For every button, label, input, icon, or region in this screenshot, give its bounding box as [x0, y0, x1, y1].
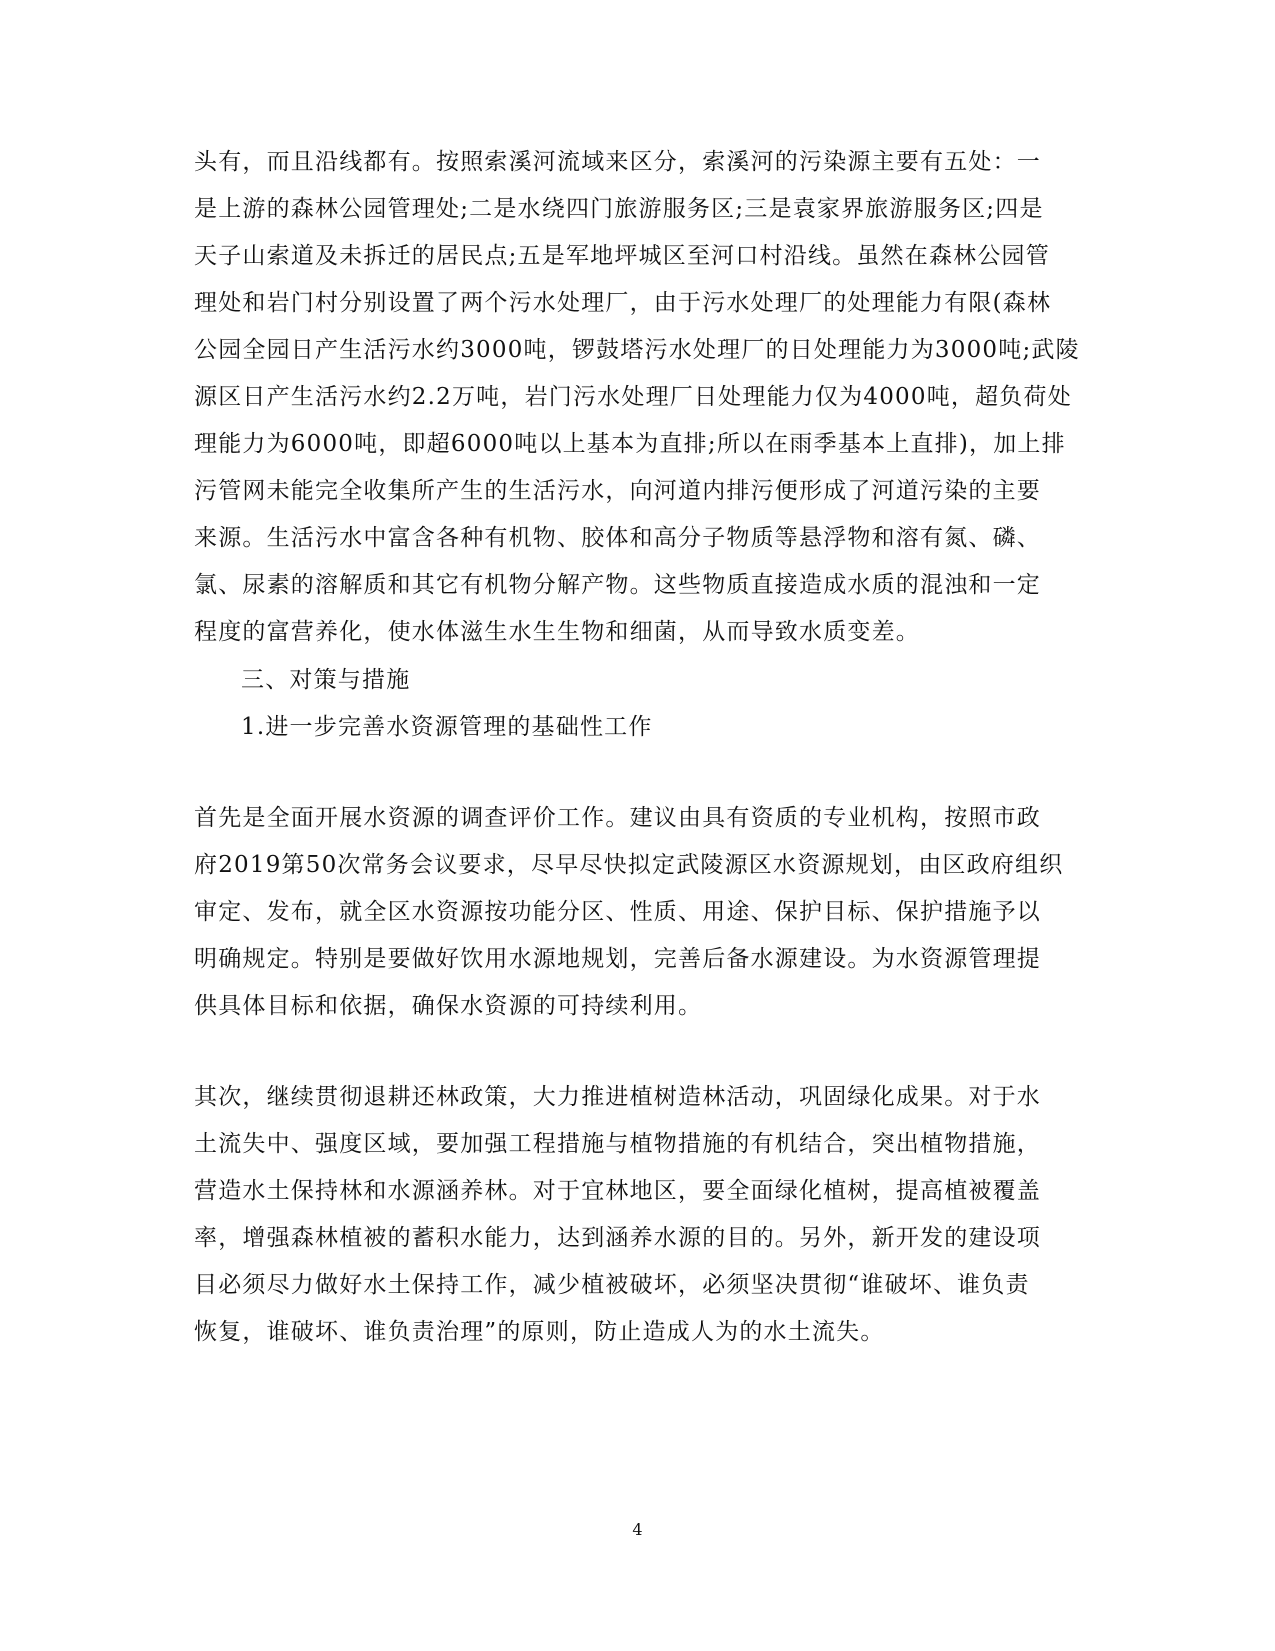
text-line: 污管网未能完全收集所产生的生活污水，向河道内排污便形成了河道污染的主要 [194, 478, 1041, 504]
text-line: 营造水土保持林和水源涵养林。对于宜林地区，要全面绿化植树，提高植被覆盖 [194, 1178, 1041, 1204]
text-line: 是上游的森林公园管理处;二是水绕四门旅游服务区;三是袁家界旅游服务区;四是 [194, 196, 1044, 222]
text-line: 头有，而且沿线都有。按照索溪河流域来区分，索溪河的污染源主要有五处：一 [194, 149, 1041, 175]
text-line: 其次，继续贯彻退耕还林政策，大力推进植树造林活动，巩固绿化成果。对于水 [194, 1084, 1041, 1110]
text-line: 目必须尽力做好水土保持工作，减少植被破坏，必须坚决贯彻“谁破坏、谁负责 [194, 1272, 1030, 1298]
text-line: 土流失中、强度区域，要加强工程措施与植物措施的有机结合，突出植物措施， [194, 1131, 1041, 1157]
text-line: 率，增强森林植被的蓄积水能力，达到涵养水源的目的。另外，新开发的建设项 [194, 1225, 1041, 1251]
text-line: 天子山索道及未拆迁的居民点;五是军地坪城区至河口村沿线。虽然在森林公园管 [194, 243, 1050, 269]
text-line: 氯、尿素的溶解质和其它有机物分解产物。这些物质直接造成水质的混浊和一定 [194, 572, 1041, 598]
text-line: 理处和岩门村分别设置了两个污水处理厂，由于污水处理厂的处理能力有限(森林 [194, 290, 1052, 316]
text-line: 审定、发布，就全区水资源按功能分区、性质、用途、保护目标、保护措施予以 [194, 899, 1041, 925]
text-line: 来源。生活污水中富含各种有机物、胶体和高分子物质等悬浮物和溶有氮、磷、 [194, 525, 1041, 551]
text-line: 程度的富营养化，使水体滋生水生生物和细菌，从而导致水质变差。 [194, 619, 920, 645]
text-line: 源区日产生活污水约2.2万吨，岩门污水处理厂日处理能力仅为4000吨，超负荷处 [194, 384, 1072, 410]
text-line: 供具体目标和依据，确保水资源的可持续利用。 [194, 993, 703, 1019]
text-line: 首先是全面开展水资源的调查评价工作。建议由具有资质的专业机构，按照市政 [194, 805, 1041, 831]
page-number: 4 [632, 1520, 643, 1539]
text-line: 府2019第50次常务会议要求，尽早尽快拟定武陵源区水资源规划，由区政府组织 [194, 852, 1064, 878]
text-line: 明确规定。特别是要做好饮用水源地规划，完善后备水源建设。为水资源管理提 [194, 946, 1041, 972]
text-line: 理能力为6000吨，即超6000吨以上基本为直排;所以在雨季基本上直排)，加上排 [194, 431, 1066, 457]
section-heading: 三、对策与措施 [241, 667, 411, 693]
subsection-heading: 1.进一步完善水资源管理的基础性工作 [241, 714, 653, 740]
text-line: 恢复，谁破坏、谁负责治理”的原则，防止造成人为的水土流失。 [194, 1319, 885, 1345]
text-line: 公园全园日产生活污水约3000吨，锣鼓塔污水处理厂的日处理能力为3000吨;武陵 [194, 337, 1080, 363]
